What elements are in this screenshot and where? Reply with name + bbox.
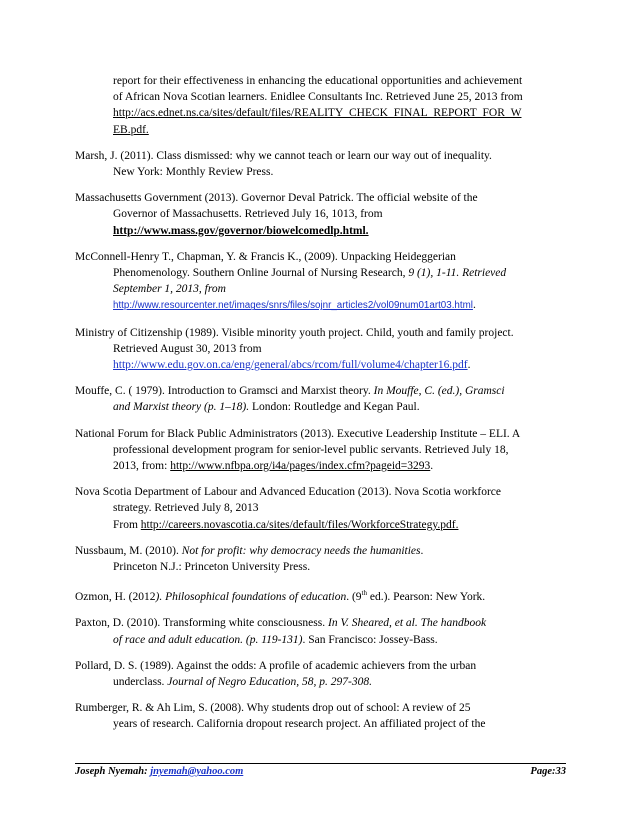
ref-line: years of research. California dropout research project. An affiliated project of the	[113, 718, 486, 731]
reference-nfbpa	[75, 426, 569, 475]
reference-link[interactable]: http://www.mass.gov/governor/biowelcomedlp.html.	[113, 224, 369, 237]
reference-paxton	[75, 615, 569, 647]
ref-line: Marsh, J. (2011). Class dismissed: why we cannot teach or learn our way out of inequality.	[75, 149, 492, 162]
reference-nussbaum	[75, 543, 569, 575]
ref-text: Phenomenology. Southern Online Journal of Nursing Research,	[113, 267, 409, 280]
ref-italic: Not for profit: why democracy needs the humanities	[181, 544, 421, 557]
ref-line: Pollard, D. S. (1989). Against the odds: A profile of academic achievers from the urban	[75, 659, 477, 672]
ref-text: London: Routledge and Kegan Paul.	[249, 401, 420, 414]
ref-line: Princeton N.J.: Princeton University Press.	[113, 561, 311, 574]
ref-line: National Forum for Black Public Administrators (2013). Executive Leadership Institute – ELI. A	[75, 427, 521, 440]
ref-line: McConnell-Henry T., Chapman, Y. & Francis K., (2009). Unpacking Heideggerian	[75, 250, 456, 263]
ref-superscript: th	[361, 589, 367, 598]
ref-italic: In Mouffe, C. (ed.), Gramsci	[373, 385, 505, 398]
ref-text: 2013, from:	[113, 460, 171, 473]
ref-italic: 9 (1), 1-11. Retrieved	[408, 267, 507, 280]
ref-italic: ). Philosophical foundations of education	[155, 591, 347, 604]
reference-link[interactable]: http://www.resourcenter.net/images/snrs/files/sojnr_articles2/vol09num01art03.html	[113, 300, 473, 312]
reference-link[interactable]: http://careers.novascotia.ca/sites/default/files/WorkforceStrategy.pdf.	[140, 518, 459, 531]
reference-link[interactable]: EB.pdf.	[113, 123, 149, 136]
ref-line: Ministry of Citizenship (1989). Visible minority youth project. Child, youth and family project.	[75, 326, 514, 339]
ref-italic: of race and adult education. (p. 119-131)	[113, 633, 303, 646]
page-footer	[75, 763, 566, 777]
reference-mcconnell	[75, 249, 569, 315]
ref-text: Ozmon, H. (2012	[75, 591, 156, 604]
ref-italic: Journal of Negro Education, 58, p. 297-308.	[167, 675, 372, 688]
ref-text: ed.). Pearson: New York.	[367, 591, 486, 604]
ref-text: . San Francisco: Jossey-Bass.	[302, 633, 438, 646]
ref-text: .	[467, 359, 471, 372]
ref-line: of African Nova Scotian learners. Enidlee Consultants Inc. Retrieved June 25, 2013 from	[113, 91, 523, 104]
ref-text: underclass.	[113, 675, 168, 688]
ref-line: Massachusetts Government (2013). Governor Deval Patrick. The official website of the	[75, 192, 478, 205]
page-number: Page:33	[530, 766, 566, 777]
ref-text: .	[472, 299, 476, 312]
reference-ministry	[75, 325, 569, 374]
ref-line: professional development program for senior-level public servants. Retrieved July 18,	[113, 443, 509, 456]
ref-text: Mouffe, C. ( 1979). Introduction to Gramsci and Marxist theory.	[75, 385, 374, 398]
ref-italic: In V. Sheared, et al. The handbook	[328, 617, 487, 630]
ref-text: .	[420, 544, 424, 557]
ref-text: Nussbaum, M. (2010).	[75, 544, 182, 557]
footer-email-link[interactable]: jnyemah@yahoo.com	[150, 766, 244, 777]
reference-link[interactable]: http://acs.ednet.ns.ca/sites/default/files/REALITY_CHECK_FINAL_REPORT_FOR_W	[113, 107, 522, 120]
reference-pollard	[75, 658, 569, 690]
reference-ozmon	[75, 585, 569, 605]
ref-line: Governor of Massachusetts. Retrieved July 16, 1013, from	[113, 208, 383, 221]
reference-marsh	[75, 148, 569, 180]
reference-link[interactable]: http://www.nfbpa.org/i4a/pages/index.cfm?pageid=3293	[170, 460, 431, 473]
ref-line: report for their effectiveness in enhancing the educational opportunities and achievement	[113, 75, 523, 87]
ref-text: . (9	[346, 591, 362, 604]
ref-line: Nova Scotia Department of Labour and Advanced Education (2013). Nova Scotia workforce	[75, 486, 501, 499]
reference-link[interactable]: http://www.edu.gov.on.ca/eng/general/abcs/rcom/full/volume4/chapter16.pdf	[113, 359, 468, 372]
ref-line: Rumberger, R. & Ah Lim, S. (2008). Why students drop out of school: A review of 25	[75, 702, 471, 715]
ref-text: From	[113, 518, 141, 531]
reference-rumberger	[75, 700, 569, 732]
reference-list	[75, 73, 569, 743]
ref-italic: and Marxist theory (p. 1–18).	[113, 401, 250, 414]
ref-text: .	[430, 460, 434, 473]
ref-line: New York: Monthly Review Press.	[113, 166, 274, 179]
ref-line: September 1, 2013, from	[113, 283, 226, 296]
ref-line: Retrieved August 30, 2013 from	[113, 342, 262, 355]
reference-mouffe	[75, 383, 569, 415]
ref-line: strategy. Retrieved July 8, 2013	[113, 502, 259, 515]
reference-continued	[75, 73, 569, 138]
reference-massachusetts	[75, 190, 569, 239]
reference-nova-scotia	[75, 484, 569, 533]
footer-author: Joseph Nyemah:	[75, 766, 151, 777]
ref-text: Paxton, D. (2010). Transforming white consciousness.	[75, 617, 328, 630]
